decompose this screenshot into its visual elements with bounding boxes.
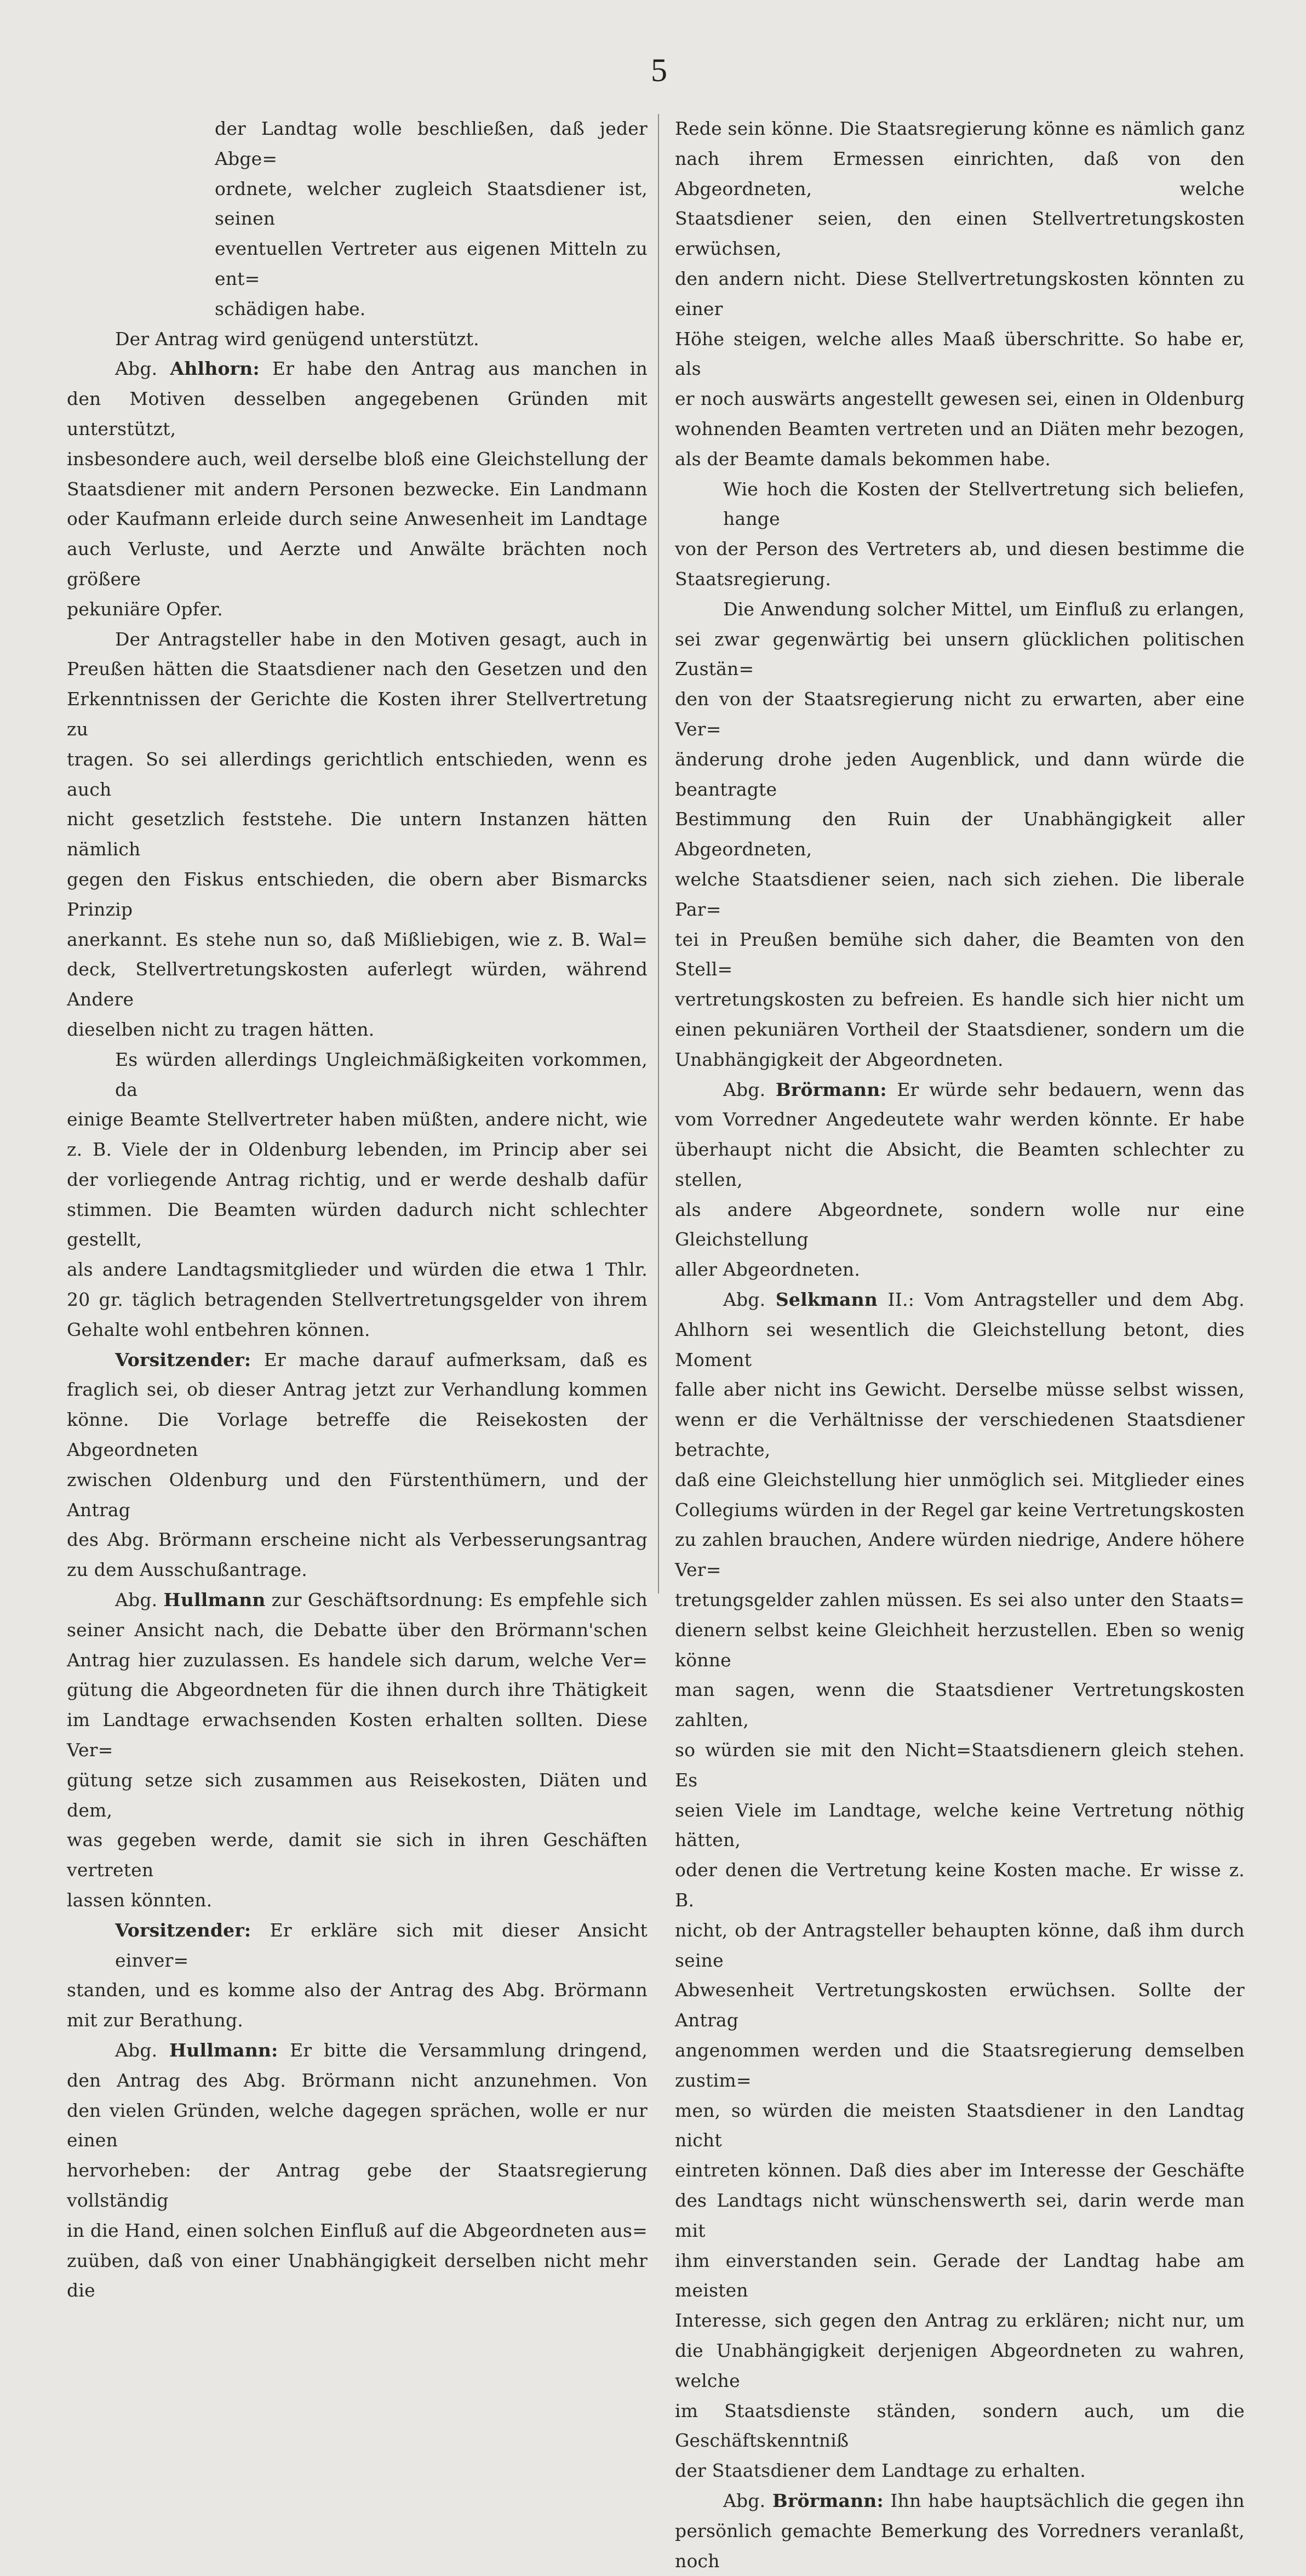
line-text: Er erkläre sich mit dieser Ansicht einver=	[115, 1919, 648, 1971]
text-line: den von der Staatsregierung nicht zu erwarten, aber eine Ver=	[675, 688, 1245, 740]
text-line: Interesse, sich gegen den Antrag zu erklären; nicht nur, um	[675, 2310, 1245, 2332]
text-line	[67, 1345, 648, 1375]
text-line: seiner Ansicht nach, die Debatte über den Brörmann'schen	[67, 1619, 648, 1641]
line-text: Er habe den Antrag aus manchen in	[259, 358, 648, 380]
speaker-prefix: Abg.	[115, 2040, 169, 2061]
speaker-name: Brörmann:	[772, 2489, 884, 2511]
text-line: pekuniäre Opfer.	[67, 598, 223, 620]
text-line: oder denen die Vertretung keine Kosten mache. Er wisse z. B.	[675, 1859, 1245, 1911]
text-line: tretungsgelder zahlen müssen. Es sei also unter den Staats=	[675, 1589, 1245, 1611]
text-line: Der Antragsteller habe in den Motiven gesagt, auch in	[115, 628, 648, 650]
right-column	[675, 114, 1245, 2576]
text-line	[675, 1075, 1245, 1105]
text-line: im Staatsdienste ständen, sondern auch, um die Geschäftskenntniß	[675, 2400, 1245, 2452]
text-line: men, so würden die meisten Staatsdiener in den Landtag nicht	[675, 2099, 1245, 2151]
speaker-name: Hullmann	[163, 1589, 266, 1611]
text-line: insbesondere auch, weil derselbe bloß eine Gleichstellung der	[67, 448, 648, 470]
text-line: zu dem Ausschußantrage.	[67, 1559, 307, 1581]
text-line: dieselben nicht zu tragen hätten.	[67, 1018, 375, 1040]
text-line: oder Kaufmann erleide durch seine Anwesenheit im Landtage	[67, 508, 648, 530]
text-line: einen pekuniären Vortheil der Staatsdiener, sondern um die	[675, 1018, 1245, 1040]
text-line: Bestimmung den Ruin der Unabhängigkeit aller Abgeordneten,	[675, 808, 1245, 860]
speaker-name: Brörmann:	[775, 1078, 887, 1100]
text-line: so würden sie mit den Nicht=Staatsdienern gleich stehen. Es	[675, 1739, 1245, 1791]
text-line: den Motiven desselben angegebenen Gründen mit unterstützt,	[67, 388, 648, 439]
text-line: Rede sein könne. Die Staatsregierung könne es nämlich ganz	[675, 118, 1245, 139]
text-line: wenn er die Verhältnisse der verschiedenen Staatsdiener betrachte,	[675, 1409, 1245, 1461]
text-line: sei zwar gegenwärtig bei unsern glücklichen politischen Zustän=	[675, 628, 1245, 680]
text-line	[675, 1285, 1245, 1315]
text-line: den vielen Gründen, welche dagegen sprächen, wolle er nur einen	[67, 2099, 648, 2151]
text-line: gütung setze sich zusammen aus Reisekosten, Diäten und dem,	[67, 1769, 648, 1821]
text-line: vertretungskosten zu befreien. Es handle sich hier nicht um	[675, 989, 1245, 1010]
speaker-prefix: Abg.	[115, 1589, 164, 1611]
text-line: nicht gesetzlich feststehe. Die untern Instanzen hätten nämlich	[67, 808, 648, 860]
text-line: von der Person des Vertreters ab, und diesen bestimme die	[675, 538, 1245, 560]
text-line: 20 gr. täglich betragenden Stellvertretungsgelder von ihrem	[67, 1289, 648, 1311]
text-line: als der Beamte damals bekommen habe.	[675, 448, 1051, 470]
text-line: angenommen werden und die Staatsregierung demselben zustim=	[675, 2040, 1245, 2091]
speaker-name: Selkmann	[775, 1289, 878, 1311]
text-line: anerkannt. Es stehe nun so, daß Mißliebigen, wie z. B. Wal=	[67, 928, 648, 950]
text-line: der Landtag wolle beschließen, daß jeder Abge=	[215, 118, 648, 169]
text-line: Ahlhorn sei wesentlich die Gleichstellung betont, dies Moment	[675, 1318, 1245, 1370]
page-number: 5	[651, 52, 667, 88]
text-line	[67, 1585, 648, 1615]
text-line: im Landtage erwachsenden Kosten erhalten sollten. Diese Ver=	[67, 1709, 648, 1761]
text-line: er noch auswärts angestellt gewesen sei, einen in Oldenburg	[675, 388, 1245, 410]
text-line: persönlich gemachte Bemerkung des Vorredners veranlaßt, noch	[675, 2520, 1245, 2572]
speaker-prefix: Abg.	[723, 1078, 776, 1100]
line-text: Er würde sehr bedauern, wenn das	[886, 1078, 1245, 1100]
text-line: eintreten können. Daß dies aber im Interesse der Geschäfte	[675, 2160, 1245, 2181]
text-line	[67, 2036, 648, 2066]
text-line: könne. Die Vorlage betreffe die Reisekosten der Abgeordneten	[67, 1409, 648, 1461]
text-line: den Antrag des Abg. Brörmann nicht anzunehmen. Von	[67, 2069, 648, 2091]
text-line: wohnenden Beamten vertreten und an Diäten mehr bezogen,	[675, 418, 1245, 439]
text-line: Der Antrag wird genügend unterstützt.	[115, 328, 479, 350]
text-line: standen, und es komme also der Antrag des Abg. Brörmann	[67, 1979, 648, 2001]
text-line: Staatsdiener seien, den einen Stellvertretungskosten erwüchsen,	[675, 208, 1245, 260]
text-line: Antrag hier zuzulassen. Es handele sich darum, welche Ver=	[67, 1649, 648, 1671]
text-line: Unabhängigkeit der Abgeordneten.	[675, 1048, 1004, 1070]
text-line: tei in Preußen bemühe sich daher, die Beamten von den Stell=	[675, 928, 1245, 980]
text-line: nach ihrem Ermessen einrichten, daß von den Abgeordneten, welche	[675, 147, 1245, 199]
text-line: seien Viele im Landtage, welche keine Vertretung nöthig hätten,	[675, 1799, 1245, 1851]
text-line: in die Hand, einen solchen Einfluß auf die Abgeordneten aus=	[67, 2219, 648, 2241]
text-line: Die Anwendung solcher Mittel, um Einfluß zu erlangen,	[723, 598, 1245, 620]
text-line: der vorliegende Antrag richtig, und er werde deshalb dafür	[67, 1168, 648, 1190]
line-text: Ihn habe hauptsächlich die gegen ihn	[883, 2489, 1245, 2511]
text-line: Preußen hätten die Staatsdiener nach den Gesetzen und den	[67, 658, 648, 680]
text-line: lassen könnten.	[67, 1889, 213, 1911]
text-line: dienern selbst keine Gleichheit herzustellen. Eben so wenig könne	[675, 1619, 1245, 1671]
speaker-name: Vorsitzender:	[115, 1919, 251, 1941]
text-line: einige Beamte Stellvertreter haben müßten, andere nicht, wie	[67, 1109, 648, 1130]
text-line: des Abg. Brörmann erscheine nicht als Verbesserungsantrag	[67, 1529, 648, 1551]
text-line: Erkenntnissen der Gerichte die Kosten ihrer Stellvertretung zu	[67, 688, 648, 740]
text-line: des Landtags nicht wünschenswerth sei, darin werde man mit	[675, 2189, 1245, 2241]
text-line: schädigen habe.	[215, 298, 366, 319]
text-line: Staatsregierung.	[675, 568, 832, 590]
text-line: als andere Landtagsmitglieder und würden die etwa 1 Thlr.	[67, 1259, 648, 1281]
line-text: zur Geschäftsordnung: Es empfehle sich	[265, 1589, 648, 1611]
text-line: mit zur Berathung.	[67, 2009, 243, 2031]
speaker-name: Ahlhorn:	[170, 358, 260, 380]
speaker-prefix: Abg.	[723, 2489, 772, 2511]
text-line: aller Abgeordneten.	[675, 1259, 861, 1281]
text-line: ihm einverstanden sein. Gerade der Landtag habe am meisten	[675, 2249, 1245, 2301]
text-line: ordnete, welcher zugleich Staatsdiener ist, seinen	[215, 178, 648, 230]
speaker-name: Hullmann:	[169, 2040, 278, 2061]
text-line: Collegiums würden in der Regel gar keine Vertretungskosten	[675, 1499, 1245, 1521]
column-divider	[658, 114, 659, 1593]
speaker-prefix: Abg.	[723, 1289, 776, 1311]
text-line: zwischen Oldenburg und den Fürstenthümern, und der Antrag	[67, 1469, 648, 1521]
text-line: Wie hoch die Kosten der Stellvertretung sich beliefen, hange	[723, 478, 1245, 530]
text-line	[675, 2486, 1245, 2516]
text-line: falle aber nicht ins Gewicht. Derselbe müsse selbst wissen,	[675, 1379, 1245, 1401]
text-line: was gegeben werde, damit sie sich in ihren Geschäften vertreten	[67, 1829, 648, 1881]
text-line: Es würden allerdings Ungleichmäßigkeiten vorkommen, da	[115, 1048, 648, 1100]
speaker-prefix: Abg.	[115, 358, 170, 380]
text-line: stimmen. Die Beamten würden dadurch nicht schlechter gestellt,	[67, 1198, 648, 1250]
text-line: Höhe steigen, welche alles Maaß überschritte. So habe er, als	[675, 328, 1245, 380]
text-line: fraglich sei, ob dieser Antrag jetzt zur Verhandlung kommen	[67, 1379, 648, 1401]
text-line: überhaupt nicht die Absicht, die Beamten schlechter zu stellen,	[675, 1139, 1245, 1190]
text-line: die Unabhängigkeit derjenigen Abgeordneten zu wahren, welche	[675, 2339, 1245, 2391]
text-line: gütung die Abgeordneten für die ihnen durch ihre Thätigkeit	[67, 1679, 648, 1701]
text-line: eventuellen Vertreter aus eigenen Mitteln zu ent=	[215, 238, 648, 289]
text-line: der Staatsdiener dem Landtage zu erhalten.	[675, 2460, 1086, 2482]
text-line	[67, 354, 648, 384]
speaker-name: Vorsitzender:	[115, 1349, 251, 1370]
text-line: man sagen, wenn die Staatsdiener Vertretungskosten zahlten,	[675, 1679, 1245, 1731]
text-line: deck, Stellvertretungskosten auferlegt würden, während Andere	[67, 958, 648, 1010]
text-line: gegen den Fiskus entschieden, die obern aber Bismarcks Prinzip	[67, 868, 648, 920]
text-line: als andere Abgeordnete, sondern wolle nur eine Gleichstellung	[675, 1198, 1245, 1250]
text-line: Staatsdiener mit andern Personen bezwecke. Ein Landmann	[67, 478, 648, 500]
text-line: Gehalte wohl entbehren können.	[67, 1318, 370, 1340]
text-line: nicht, ob der Antragsteller behaupten könne, daß ihm durch seine	[675, 1919, 1245, 1971]
text-line: zu zahlen brauchen, Andere würden niedrige, Andere höhere Ver=	[675, 1529, 1245, 1581]
text-line: daß eine Gleichstellung hier unmöglich sei. Mitglieder eines	[675, 1469, 1245, 1490]
line-text: II.: Vom Antragsteller und dem Abg.	[878, 1289, 1245, 1311]
text-line: änderung drohe jeden Augenblick, und dann würde die beantragte	[675, 748, 1245, 800]
text-line: tragen. So sei allerdings gerichtlich entschieden, wenn es auch	[67, 748, 648, 800]
text-line: vom Vorredner Angedeutete wahr werden könnte. Er habe	[675, 1109, 1245, 1130]
text-line: zuüben, daß von einer Unabhängigkeit derselben nicht mehr die	[67, 2249, 648, 2301]
line-text: Er mache darauf aufmerksam, daß es	[251, 1349, 648, 1370]
text-line: auch Verluste, und Aerzte und Anwälte brächten noch größere	[67, 538, 648, 590]
line-text: Er bitte die Versammlung dringend,	[278, 2040, 648, 2061]
text-line	[67, 1916, 648, 1976]
text-line: Abwesenheit Vertretungskosten erwüchsen. Sollte der Antrag	[675, 1979, 1245, 2031]
left-column	[67, 114, 648, 2306]
text-line: z. B. Viele der in Oldenburg lebenden, im Princip aber sei	[67, 1139, 648, 1161]
text-line: den andern nicht. Diese Stellvertretungskosten könnten zu einer	[675, 267, 1245, 319]
text-line: hervorheben: der Antrag gebe der Staatsregierung vollständig	[67, 2160, 648, 2211]
text-line: welche Staatsdiener seien, nach sich ziehen. Die liberale Par=	[675, 868, 1245, 920]
